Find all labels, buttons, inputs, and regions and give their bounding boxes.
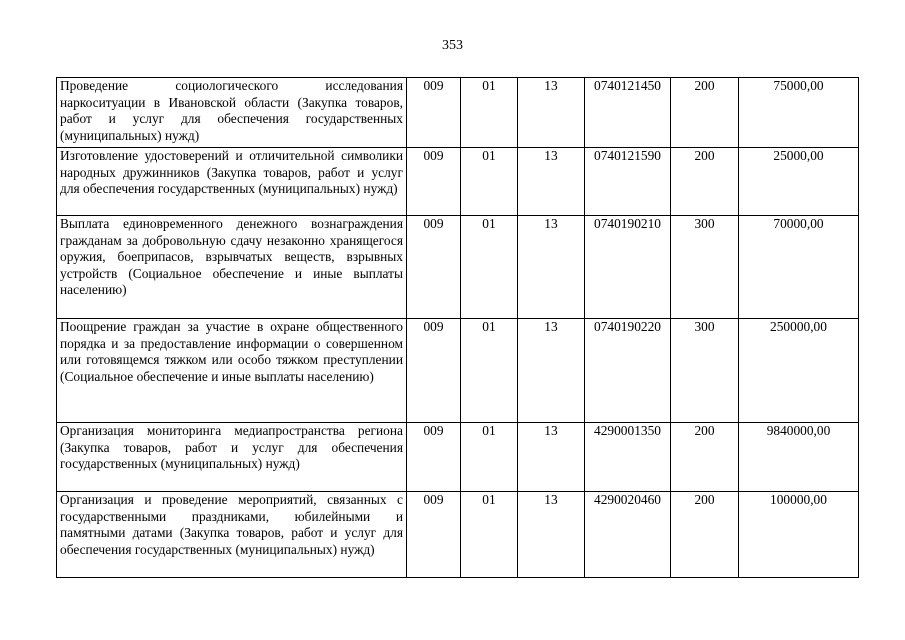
subsection-code: 13 — [518, 216, 585, 319]
target-article-code: 0740190210 — [585, 216, 671, 319]
section-code: 01 — [461, 319, 518, 423]
amount-value: 9840000,00 — [739, 423, 859, 492]
row-description: Организация мониторинга медиапространства региона (Закупка товаров, работ и услуг для обеспечения государственных (муниципальных) нужд) — [57, 423, 407, 492]
target-article-code: 4290020460 — [585, 492, 671, 578]
ministry-code: 009 — [407, 423, 461, 492]
page-number: 353 — [442, 38, 463, 53]
ministry-code: 009 — [407, 78, 461, 148]
subsection-code: 13 — [518, 148, 585, 216]
ministry-code: 009 — [407, 148, 461, 216]
ministry-code: 009 — [407, 492, 461, 578]
amount-value: 75000,00 — [739, 78, 859, 148]
table-row — [57, 319, 859, 423]
target-article-code: 0740121590 — [585, 148, 671, 216]
expense-type-code: 200 — [671, 148, 739, 216]
expense-type-code: 200 — [671, 423, 739, 492]
target-article-code: 0740121450 — [585, 78, 671, 148]
ministry-code: 009 — [407, 216, 461, 319]
expense-type-code: 200 — [671, 492, 739, 578]
row-description: Организация и проведение мероприятий, связанных с государственными праздниками, юбилейными и памятными датами (Закупка товаров, работ и услуг для обеспечения государственных (муниципальных) нужд) — [57, 492, 407, 578]
table-row — [57, 148, 859, 216]
subsection-code: 13 — [518, 423, 585, 492]
amount-value: 100000,00 — [739, 492, 859, 578]
amount-value: 250000,00 — [739, 319, 859, 423]
amount-value: 25000,00 — [739, 148, 859, 216]
table-row — [57, 423, 859, 492]
target-article-code: 4290001350 — [585, 423, 671, 492]
row-description: Поощрение граждан за участие в охране общественного порядка и за предоставление информации о совершенном или готовящемся тяжком или особо тяжком преступлении (Социальное обеспечение и иные выплаты населению) — [57, 319, 407, 423]
expense-type-code: 300 — [671, 319, 739, 423]
section-code: 01 — [461, 423, 518, 492]
section-code: 01 — [461, 492, 518, 578]
expense-type-code: 200 — [671, 78, 739, 148]
amount-value: 70000,00 — [739, 216, 859, 319]
table-row — [57, 492, 859, 578]
expense-type-code: 300 — [671, 216, 739, 319]
subsection-code: 13 — [518, 78, 585, 148]
row-description: Выплата единовременного денежного вознаграждения гражданам за добровольную сдачу незаконно хранящегося оружия, боеприпасов, взрывчатых веществ, взрывных устройств (Социальное обеспечение и иные выплаты населению) — [57, 216, 407, 319]
target-article-code: 0740190220 — [585, 319, 671, 423]
table-row — [57, 78, 859, 148]
budget-table — [56, 77, 859, 578]
section-code: 01 — [461, 78, 518, 148]
section-code: 01 — [461, 216, 518, 319]
subsection-code: 13 — [518, 492, 585, 578]
table-row — [57, 216, 859, 319]
row-description: Проведение социологического исследования наркоситуации в Ивановской области (Закупка товаров, работ и услуг для обеспечения государственных (муниципальных) нужд) — [57, 78, 407, 148]
ministry-code: 009 — [407, 319, 461, 423]
section-code: 01 — [461, 148, 518, 216]
row-description: Изготовление удостоверений и отличительной символики народных дружинников (Закупка товаров, работ и услуг для обеспечения государственных (муниципальных) нужд) — [57, 148, 407, 216]
subsection-code: 13 — [518, 319, 585, 423]
